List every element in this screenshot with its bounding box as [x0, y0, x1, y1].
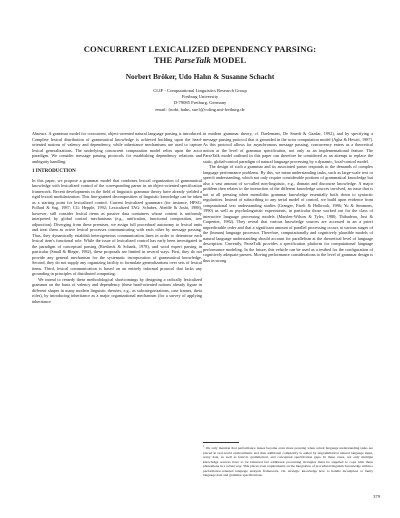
abstract [32, 131, 202, 164]
section-heading-introduction: 1 INTRODUCTION [32, 169, 76, 174]
affiliation-email: email: {nobi, hahn, sue}@coling.uni-freiburg.de [155, 107, 245, 113]
left-paragraph-1: In this paper, we propose a grammar model that combines lexical organization of grammatical knowledge with lexicalized control of the corresponding parser in an object-oriented specification framework. Recent developments in the field of linguistic grammar theory have already yielded a rigid lexical modularization. This fine-grained decomposition of linguistic knowledge can be taken as a starting point for lexicalized control. Current lexicalized grammars (for instance, HPSG: Pollard & Sag, 1987; CG: Hepple, 1992; Lexicalized TAG: Schabes, Abeillé & Joshi, 1988), however, still consider lexical items as passive data containers whose content is uniformly interpreted by global control mechanisms (e.g., unification, functional composition, tree adjunction). Diverging from these premises, we assign full procedural autonomy to lexical units and treat them as active lexical processes communicating with each other by message passing. Thus, they dynamically establish heterogeneous communication lines in order to determine each lexical item's functional role. While the issue of lexicalized control has early been investigated in the paradigm of conceptual parsing (Riesbeck & Schank, 1978), and word expert parsing in particular (Small & Rieger, 1982), these proposals are limited in several ways. First, they do not provide any general mechanism for the systematic incorporation of grammatical knowledge. Second, they do not supply any organizing facility to formulate generalizations over sets of lexical items. Third, lexical communication is based on an entirely informal protocol that lacks any grounding in principles of distributed computing. [32, 177, 202, 276]
left-paragraph-2: We intend to remedy these methodological shortcomings by designing a radically lexicalized grammar on the basis of valency and dependency (these head-oriented notions already figure in different shapes in many modern linguistic theories, e.g., as subcategorizations, case frames, theta roles), by introducing inheritance as a major organizational mechanism (for a survey of applying inheritance [32, 276, 202, 304]
abstract-label: Abstract. [32, 131, 48, 136]
page-number: 379 [373, 494, 380, 499]
right-column [203, 131, 373, 439]
footnote-text: We only mention that performance issues become even more pressing when actual language understanding tasks are placed in real-world environments and thus additional complexity is added by ungrammatical natural language input, noisy data, as well as lexical, grammatical, and conceptual specification gaps. In these cases, not only multiple knowledge sources have to be balanced but additional processing strategies must be supplied to cope with these phenomena in a robust way. This places even requirements on the integration of procedural linguistic knowledge within a performance-oriented language analysis framework, viz. strategic knowledge how to handle incomplete or faulty language data and grammar specifications. [203, 446, 373, 478]
left-column [32, 131, 202, 503]
affiliation-lab: CLIF - Computational Linguistics Research Group [153, 88, 247, 93]
title-line-2-prefix: THE [153, 54, 175, 65]
paper-title [30, 44, 370, 65]
footnote [203, 444, 373, 478]
right-paragraph-1: in modern grammar theory, cf. Daelemans, De Smedt & Gazdar, 1992), and by specifying a message passing protocol that is grounded in the actor computation model (Agha & Hewitt, 1987). As this protocol allows for asynchronous message passing, concurrency enters as a theoretical notion at the level of grammar specification, not only as an implementational feature. The ParseTalk model outlined in this paper can therefore be considered as an attempt to replace the static, global-control paradigm of natural language processing by a dynamic, local-control model. [203, 131, 373, 164]
author-list: Norbert Bröker, Udo Hahn & Susanne Schacht [125, 72, 275, 81]
title-line-2-model-name: ParseTalk [174, 54, 211, 65]
title-line-2-suffix: MODEL [210, 54, 247, 65]
footnote-mark: 1 [203, 444, 205, 448]
affiliation-university: Freiburg University [181, 93, 219, 99]
title-line-2 [30, 55, 370, 66]
title-line-1: CONCURRENT LEXICALIZED DEPENDENCY PARSING: [83, 44, 317, 54]
footnote-divider [203, 442, 239, 443]
abstract-text: A grammar model for concurrent, object-oriented natural language parsing is introduced. Complete lexical distribution of grammatical knowledge is achieved building upon the head-oriented notions of valency and dependency, while inheritance mechanisms are used to capture lexical generalizations. The underlying concurrent computation model relies upon the actor paradigm. We consider message passing protocols for establishing dependency relations and ambiguity handling. [32, 131, 202, 164]
right-paragraph-2: The design of such a grammar and its associated parser responds to the demands of complex language performance problems. By this, we mean understanding tasks, such as large-scale text or speech understanding, which not only require considerable portions of grammatical knowledge but also a vast amount of so-called non-linguistic, e.g., domain and discourse knowledge. A major problem then relates to the interaction of the different knowledge sources involved, an issue that is not at all pressing when monolithic grammar knowledge essentially boils down to syntactic regularities. Instead of subscribing to any serial model of control, we build upon evidence from computational text understanding studies (Granger, Eiselt & Holbrook, 1986; Yu & Simmons, 1990) as well as psycholinguistic experiments, in particular those worked out for the class of interactive language processing models (Marslen-Wilson & Tyler, 1980; Thibadeau, Just & Carpenter, 1982). They reveal that various knowledge sources are accessed in an a priori unpredictable order and that a significant amount of parallel processing occurs at various stages of the (human) language processor. Therefore, computationally and cognitively plausible models of natural language understanding should account for parallelism at the theoretical level of language description. Currently, ParseTalk provides a specification platform for computational language performance modeling. In the future, this vehicle can be used as a testbed for the configuration of cognitively adequate parsers. Moving performance considerations to the level of grammar design is thus in strong [203, 164, 373, 263]
affiliation-city: D-79085 Freiburg, Germany [173, 99, 227, 105]
affiliation-block [60, 88, 340, 113]
